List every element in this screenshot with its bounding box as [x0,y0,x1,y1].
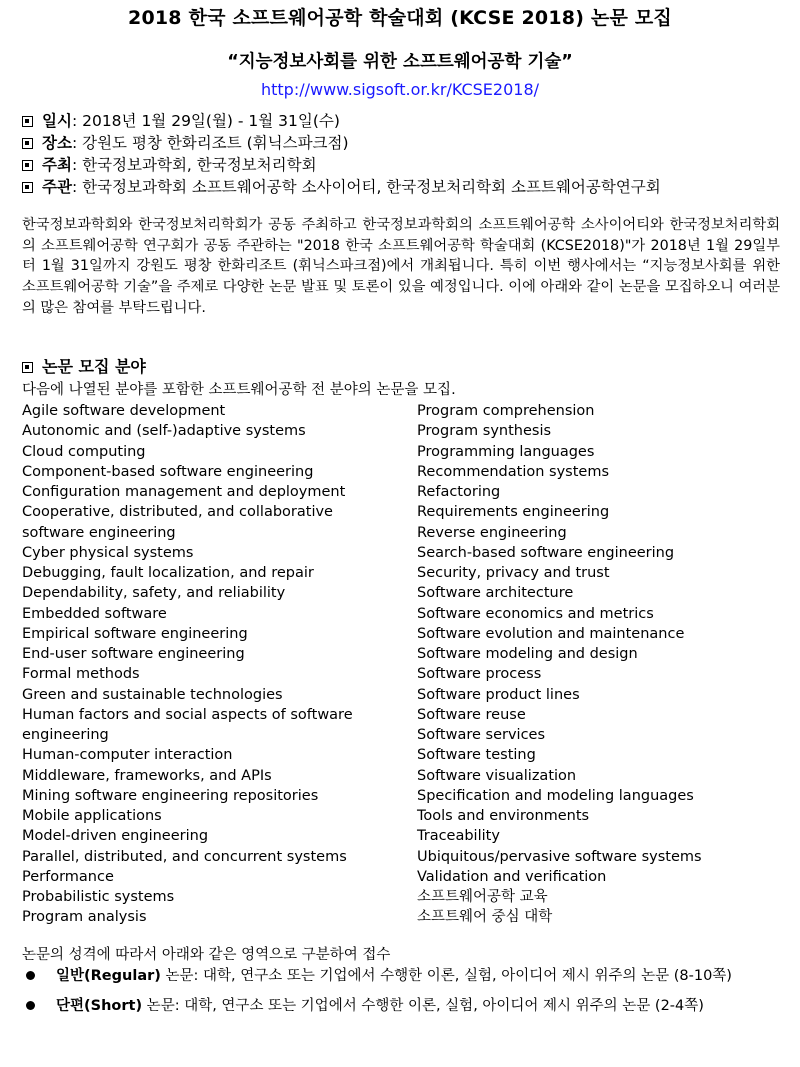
topic-item: 소프트웨어 중심 대학 [417,909,553,926]
info-value: : 강원도 평창 한화리조트 (휘닉스파크점) [71,134,349,152]
info-row-organizer [22,176,792,198]
square-bullet-icon [22,116,33,127]
topic-item: Software visualization [417,767,577,784]
topic-item: Model-driven engineering [22,828,209,845]
info-value: : 2018년 1월 29일(월) - 1월 31일(수) [71,112,340,130]
topic-item: Reverse engineering [417,524,567,541]
topic-item: Human-computer interaction [22,747,233,764]
topic-item: Software testing [417,747,536,764]
topic-item: Ubiquitous/pervasive software systems [417,848,702,865]
topic-item: Cloud computing [22,443,146,460]
topic-item: Cyber physical systems [22,544,194,561]
square-bullet-icon [22,362,33,373]
topic-item: Program comprehension [417,403,595,419]
square-bullet-icon [22,138,33,149]
topic-item: Programming languages [417,443,595,460]
info-row-date [22,110,792,132]
square-bullet-icon [22,182,33,193]
topic-item: Requirements engineering [417,504,610,521]
topic-item: Mining software engineering repositories [22,787,319,804]
categories-intro: 논문의 성격에 따라서 아래와 같은 영역으로 구분하여 접수 [22,947,391,963]
info-label: 주최 [42,156,72,174]
topic-item: Dependability, safety, and reliability [22,585,286,602]
topic-item: Recommendation systems [417,463,609,480]
topic-item: Software modeling and design [417,646,638,662]
info-label: 일시 [42,112,72,130]
topic-item: Mobile applications [22,808,162,824]
conference-theme: “지능정보사회를 위한 소프트웨어공학 기술” [227,52,573,72]
topic-item: Embedded software [22,605,167,622]
topics-section-title [22,356,146,378]
topic-item: Probabilistic systems [22,889,175,905]
topic-item: Green and sustainable technologies [22,686,283,703]
category-label: 일반(Regular) [56,968,161,984]
topic-item: End-user software engineering [22,646,245,662]
page-title: 2018 한국 소프트웨어공학 학술대회 (KCSE 2018) 논문 모집 [128,7,672,29]
topics-list-right [417,401,800,928]
topic-item: Software process [417,666,542,683]
category-regular [22,965,782,987]
info-value: : 한국정보과학회 소프트웨어공학 소사이어티, 한국정보처리학회 소프트웨어공학연구회 [71,178,661,196]
topic-item: Tools and environments [417,808,590,824]
topics-title-text: 논문 모집 분야 [42,357,146,376]
topic-item: Software architecture [417,585,574,602]
topic-item: Configuration management and deployment [22,484,346,500]
topic-item: Parallel, distributed, and concurrent systems [22,848,347,865]
topic-item: Program synthesis [417,423,552,440]
categories-list [22,965,782,1025]
topic-item: Refactoring [417,484,501,500]
topic-item: Validation and verification [417,868,607,885]
info-row-venue [22,132,792,154]
conference-url-link[interactable]: http://www.sigsoft.or.kr/KCSE2018/ [260,80,540,99]
topic-item: Program analysis [22,909,147,926]
category-text: 논문: 대학, 연구소 또는 기업에서 수행한 이론, 실험, 아이디어 제시 위주의 논문 (8-10쪽) [160,968,732,984]
topic-item: 소프트웨어공학 교육 [417,889,548,905]
topic-item: Human factors and social aspects of software [22,706,353,723]
topic-item: Security, privacy and trust [417,565,610,581]
topic-item: Agile software development [22,403,226,419]
square-bullet-icon [22,160,33,171]
topic-item: Software services [417,727,546,743]
topic-item: Software evolution and maintenance [417,625,685,642]
info-value: : 한국정보과학회, 한국정보처리학회 [71,156,317,174]
topic-item: Debugging, fault localization, and repair [22,565,314,581]
info-row-host [22,154,792,176]
bullet-dot-icon [26,1001,35,1010]
topics-description: 다음에 나열된 분야를 포함한 소프트웨어공학 전 분야의 논문을 모집. [22,382,456,398]
topic-item: Component-based software engineering [22,463,314,480]
topic-item: Software reuse [417,706,526,723]
topic-item: Formal methods [22,666,140,683]
category-text: 논문: 대학, 연구소 또는 기업에서 수행한 이론, 실험, 아이디어 제시 위주의 논문 (2-4쪽) [142,998,704,1014]
topic-item: Software product lines [417,686,580,703]
topic-item: Search-based software engineering [417,544,675,561]
category-label: 단편(Short) [56,998,143,1014]
topics-list-left [22,401,412,928]
bullet-dot-icon [26,971,35,980]
topic-item: Software economics and metrics [417,605,654,622]
topic-item: Specification and modeling languages [417,787,694,804]
intro-paragraph: 한국정보과학회와 한국정보처리학회가 공동 주최하고 한국정보과학회의 소프트웨어공학 소사이어티와 한국정보처리학회의 소프트웨어공학 연구회가 공동 주관하는 "2018 한국 소프트웨어공학 학술대회 (KCSE2018)"가 2018년 1월 29일부터 1월 31일까지 강원도 평창 한화리조트 (휘닉스파크점)에서 개최됩니다. 특히 이번 행사에서는 “지능정보사회를 위한 소프트웨어공학 기술”을 주제로 다양한 논문 발표 및 토론이 있을 예정입니다. 이에 아래와 같이 논문을 모집하오니 여러분의 많은 참여를 부탁드립니다. [22,217,780,316]
info-label: 장소 [42,134,72,152]
topic-item: engineering [22,727,109,743]
topic-item: software engineering [22,524,176,541]
topic-item: Performance [22,868,114,885]
topic-item: Autonomic and (self-)adaptive systems [22,423,306,440]
event-info-list [22,110,792,198]
topic-item: Traceability [417,828,500,845]
topic-item: Cooperative, distributed, and collaborative [22,504,333,521]
topic-item: Middleware, frameworks, and APIs [22,767,272,784]
topic-item: Empirical software engineering [22,625,248,642]
info-label: 주관 [42,178,72,196]
category-short [22,995,782,1017]
